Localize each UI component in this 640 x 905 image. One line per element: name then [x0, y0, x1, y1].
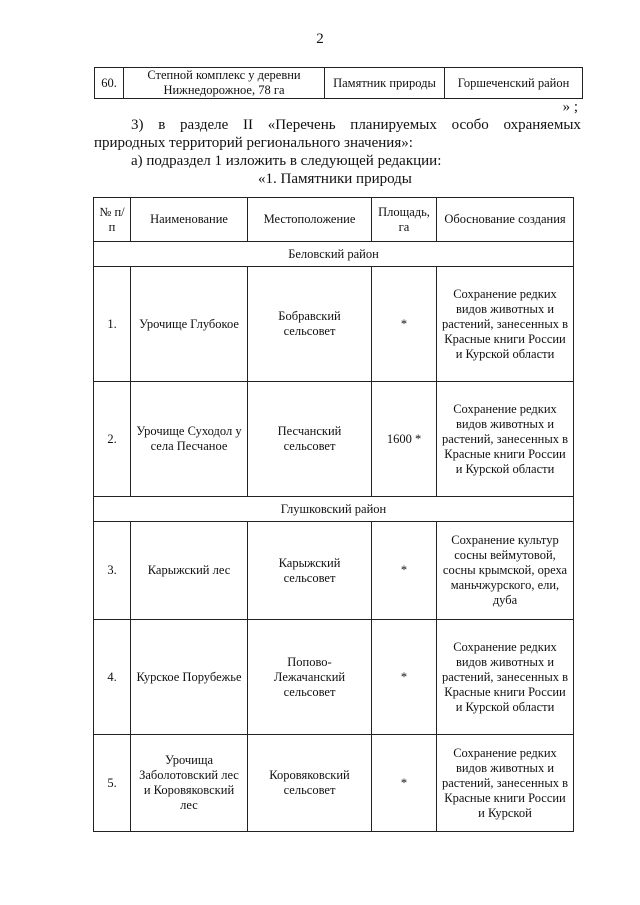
- quote-end: » ;: [562, 99, 578, 115]
- subsection-title: «1. Памятники природы: [258, 171, 412, 187]
- row-area: 1600 *: [372, 382, 437, 497]
- paragraph-word: охраняемых: [503, 117, 581, 133]
- region-row: [94, 497, 574, 522]
- table-row: [94, 382, 574, 497]
- table-header-row: [94, 198, 574, 242]
- row-num: 3.: [94, 522, 131, 620]
- region-title: Глушковский район: [94, 497, 574, 522]
- header-location: Местоположение: [248, 198, 372, 242]
- row-location: Попово-Лежачанский сельсовет: [248, 620, 372, 735]
- row-area: *: [372, 735, 437, 832]
- paragraph-line-1: [131, 117, 581, 134]
- paragraph-word: планируемых: [350, 117, 437, 133]
- header-area: Площадь, га: [372, 198, 437, 242]
- row-area: *: [372, 620, 437, 735]
- paragraph-word: II: [243, 117, 253, 133]
- row-basis: Сохранение редких видов животных и растений, занесенных в Красные книги России и Курской области: [437, 382, 574, 497]
- row-location: Карыжский сельсовет: [248, 522, 372, 620]
- table-row: [94, 267, 574, 382]
- page-number: 2: [316, 31, 324, 47]
- region-row: [94, 242, 574, 267]
- row-location: Песчанский сельсовет: [248, 382, 372, 497]
- prev-row-num: 60.: [95, 68, 124, 99]
- prev-row-district: Горшеченский район: [445, 68, 583, 99]
- paragraph-word: «Перечень: [267, 117, 336, 133]
- row-basis: Сохранение редких видов животных и растений, занесенных в Красные книги России и Курской области: [437, 267, 574, 382]
- row-name: Урочище Суходол у села Песчаное: [131, 382, 248, 497]
- row-basis: Сохранение редких видов животных и растений, занесенных в Красные книги России и Курской: [437, 735, 574, 832]
- row-num: 1.: [94, 267, 131, 382]
- row-num: 5.: [94, 735, 131, 832]
- row-area: *: [372, 267, 437, 382]
- prev-row-category: Памятник природы: [325, 68, 445, 99]
- row-basis: Сохранение редких видов животных и растений, занесенных в Красные книги России и Курской области: [437, 620, 574, 735]
- header-num: № п/п: [94, 198, 131, 242]
- paragraph-line-3: а) подраздел 1 изложить в следующей редакции:: [131, 153, 442, 169]
- row-location: Коровяковский сельсовет: [248, 735, 372, 832]
- row-name: Урочища Заболотовский лес и Коровяковский лес: [131, 735, 248, 832]
- table-row: [94, 620, 574, 735]
- paragraph-word: особо: [451, 117, 489, 133]
- natural-monuments-table: [93, 197, 574, 832]
- header-name: Наименование: [131, 198, 248, 242]
- row-num: 4.: [94, 620, 131, 735]
- row-basis: Сохранение культур сосны веймутовой, сосны крымской, ореха маньчжурского, ели, дуба: [437, 522, 574, 620]
- previous-table-row: [94, 67, 583, 99]
- row-name: Карыжский лес: [131, 522, 248, 620]
- row-area: *: [372, 522, 437, 620]
- paragraph-line-2: природных территорий регионального значения»:: [94, 135, 413, 151]
- paragraph-word: разделе: [180, 117, 229, 133]
- row-num: 2.: [94, 382, 131, 497]
- region-title: Беловский район: [94, 242, 574, 267]
- table-row: [94, 735, 574, 832]
- paragraph-word: в: [158, 117, 166, 133]
- header-basis: Обоснование создания: [437, 198, 574, 242]
- paragraph-word: 3): [131, 117, 144, 133]
- table-row: [94, 522, 574, 620]
- prev-row-name: Степной комплекс у деревни Нижнедорожное, 78 га: [124, 68, 325, 99]
- row-name: Курское Порубежье: [131, 620, 248, 735]
- row-location: Бобравский сельсовет: [248, 267, 372, 382]
- row-name: Урочище Глубокое: [131, 267, 248, 382]
